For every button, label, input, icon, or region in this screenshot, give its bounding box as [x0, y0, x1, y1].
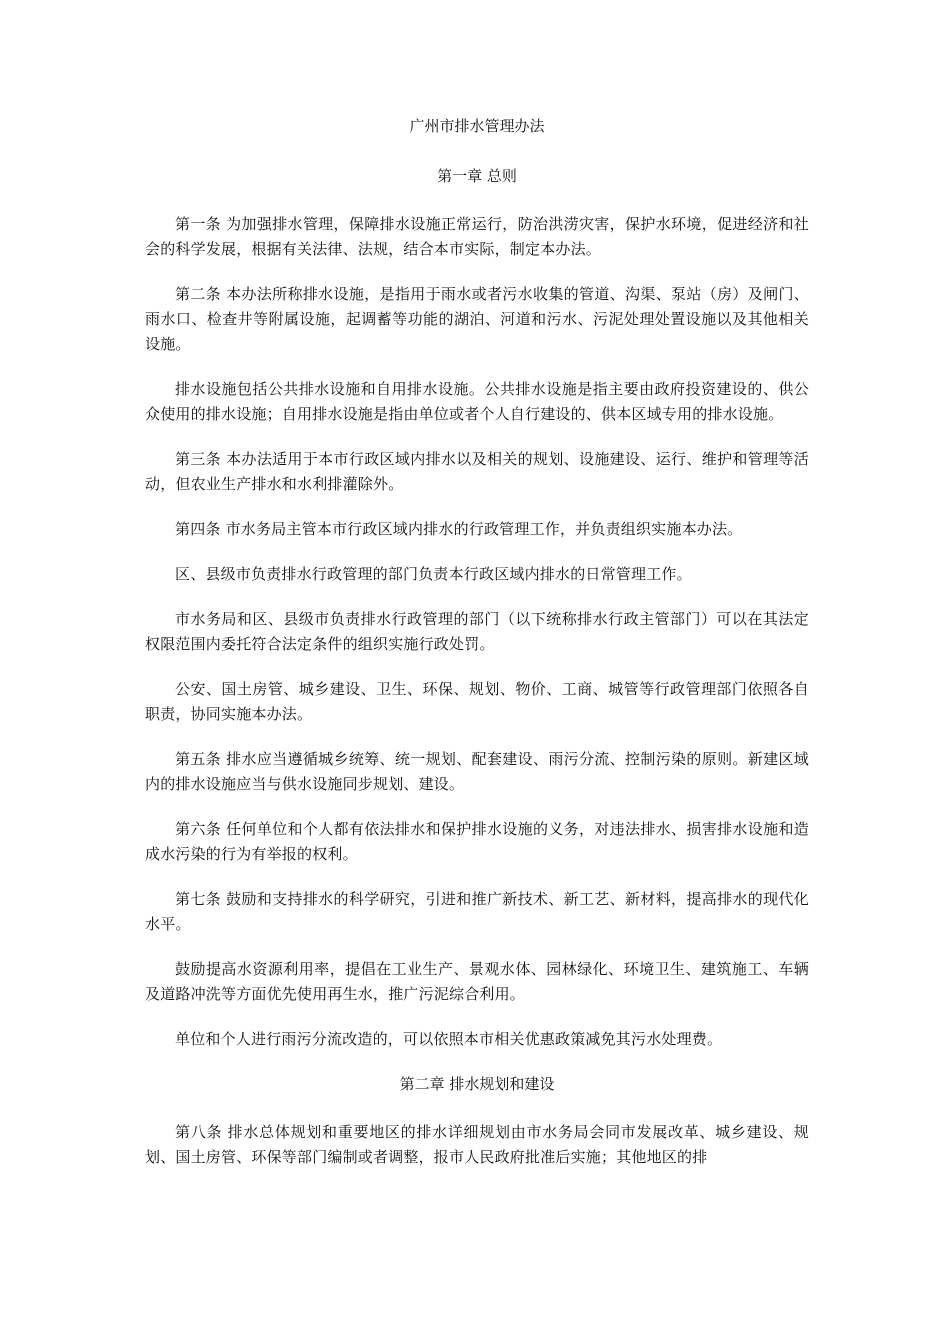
paragraph: 鼓励提高水资源利用率，提倡在工业生产、景观水体、园林绿化、环境卫生、建筑施工、车辆及道路冲洗等方面优先使用再生水，推广污泥综合利用。: [145, 960, 809, 1003]
paragraph: 公安、国土房管、城乡建设、卫生、环保、规划、物价、工商、城管等行政管理部门依照各自职责，协同实施本办法。: [145, 680, 809, 723]
paragraph: 第六条 任何单位和个人都有依法排水和保护排水设施的义务，对违法排水、损害排水设施和造成水污染的行为有举报的权利。: [145, 820, 809, 863]
paragraph: 区、县级市负责排水行政管理的部门负责本行政区域内排水的日常管理工作。: [175, 565, 692, 583]
paragraph: 第四条 市水务局主管本市行政区域内排水的行政管理工作，并负责组织实施本办法。: [175, 520, 743, 538]
paragraph: 第三条 本办法适用于本市行政区域内排水以及相关的规划、设施建设、运行、维护和管理等活动，但农业生产排水和水利排灌除外。: [145, 450, 809, 493]
chapter-heading: 第一章 总则: [437, 167, 517, 185]
paragraph: 第七条 鼓励和支持排水的科学研究，引进和推广新技术、新工艺、新材料，提高排水的现代化水平。: [145, 890, 809, 933]
paragraph: 第八条 排水总体规划和重要地区的排水详细规划由市水务局会同市发展改革、城乡建设、规划、国土房管、环保等部门编制或者调整，报市人民政府批准后实施；其他地区的排: [145, 1123, 809, 1166]
paragraph: 第一条 为加强排水管理，保障排水设施正常运行，防治洪涝灾害，保护水环境，促进经济和社会的科学发展，根据有关法律、法规，结合本市实际，制定本办法。: [145, 215, 809, 258]
chapter-heading: 第二章 排水规划和建设: [399, 1075, 555, 1093]
document-title: 广州市排水管理办法: [409, 117, 545, 135]
paragraph: 市水务局和区、县级市负责排水行政管理的部门（以下统称排水行政主管部门）可以在其法定权限范围内委托符合法定条件的组织实施行政处罚。: [145, 610, 809, 653]
document-page: [145, 114, 809, 1190]
paragraph: 第二条 本办法所称排水设施，是指用于雨水或者污水收集的管道、沟渠、泵站（房）及闸门、雨水口、检查井等附属设施，起调蓄等功能的湖泊、河道和污水、污泥处理处置设施以及其他相关设施。: [145, 285, 809, 353]
paragraph: 第五条 排水应当遵循城乡统筹、统一规划、配套建设、雨污分流、控制污染的原则。新建区域内的排水设施应当与供水设施同步规划、建设。: [145, 750, 809, 793]
paragraph: 单位和个人进行雨污分流改造的，可以依照本市相关优惠政策减免其污水处理费。: [175, 1030, 723, 1048]
paragraph: 排水设施包括公共排水设施和自用排水设施。公共排水设施是指主要由政府投资建设的、供公众使用的排水设施；自用排水设施是指由单位或者个人自行建设的、供本区域专用的排水设施。: [145, 380, 809, 423]
